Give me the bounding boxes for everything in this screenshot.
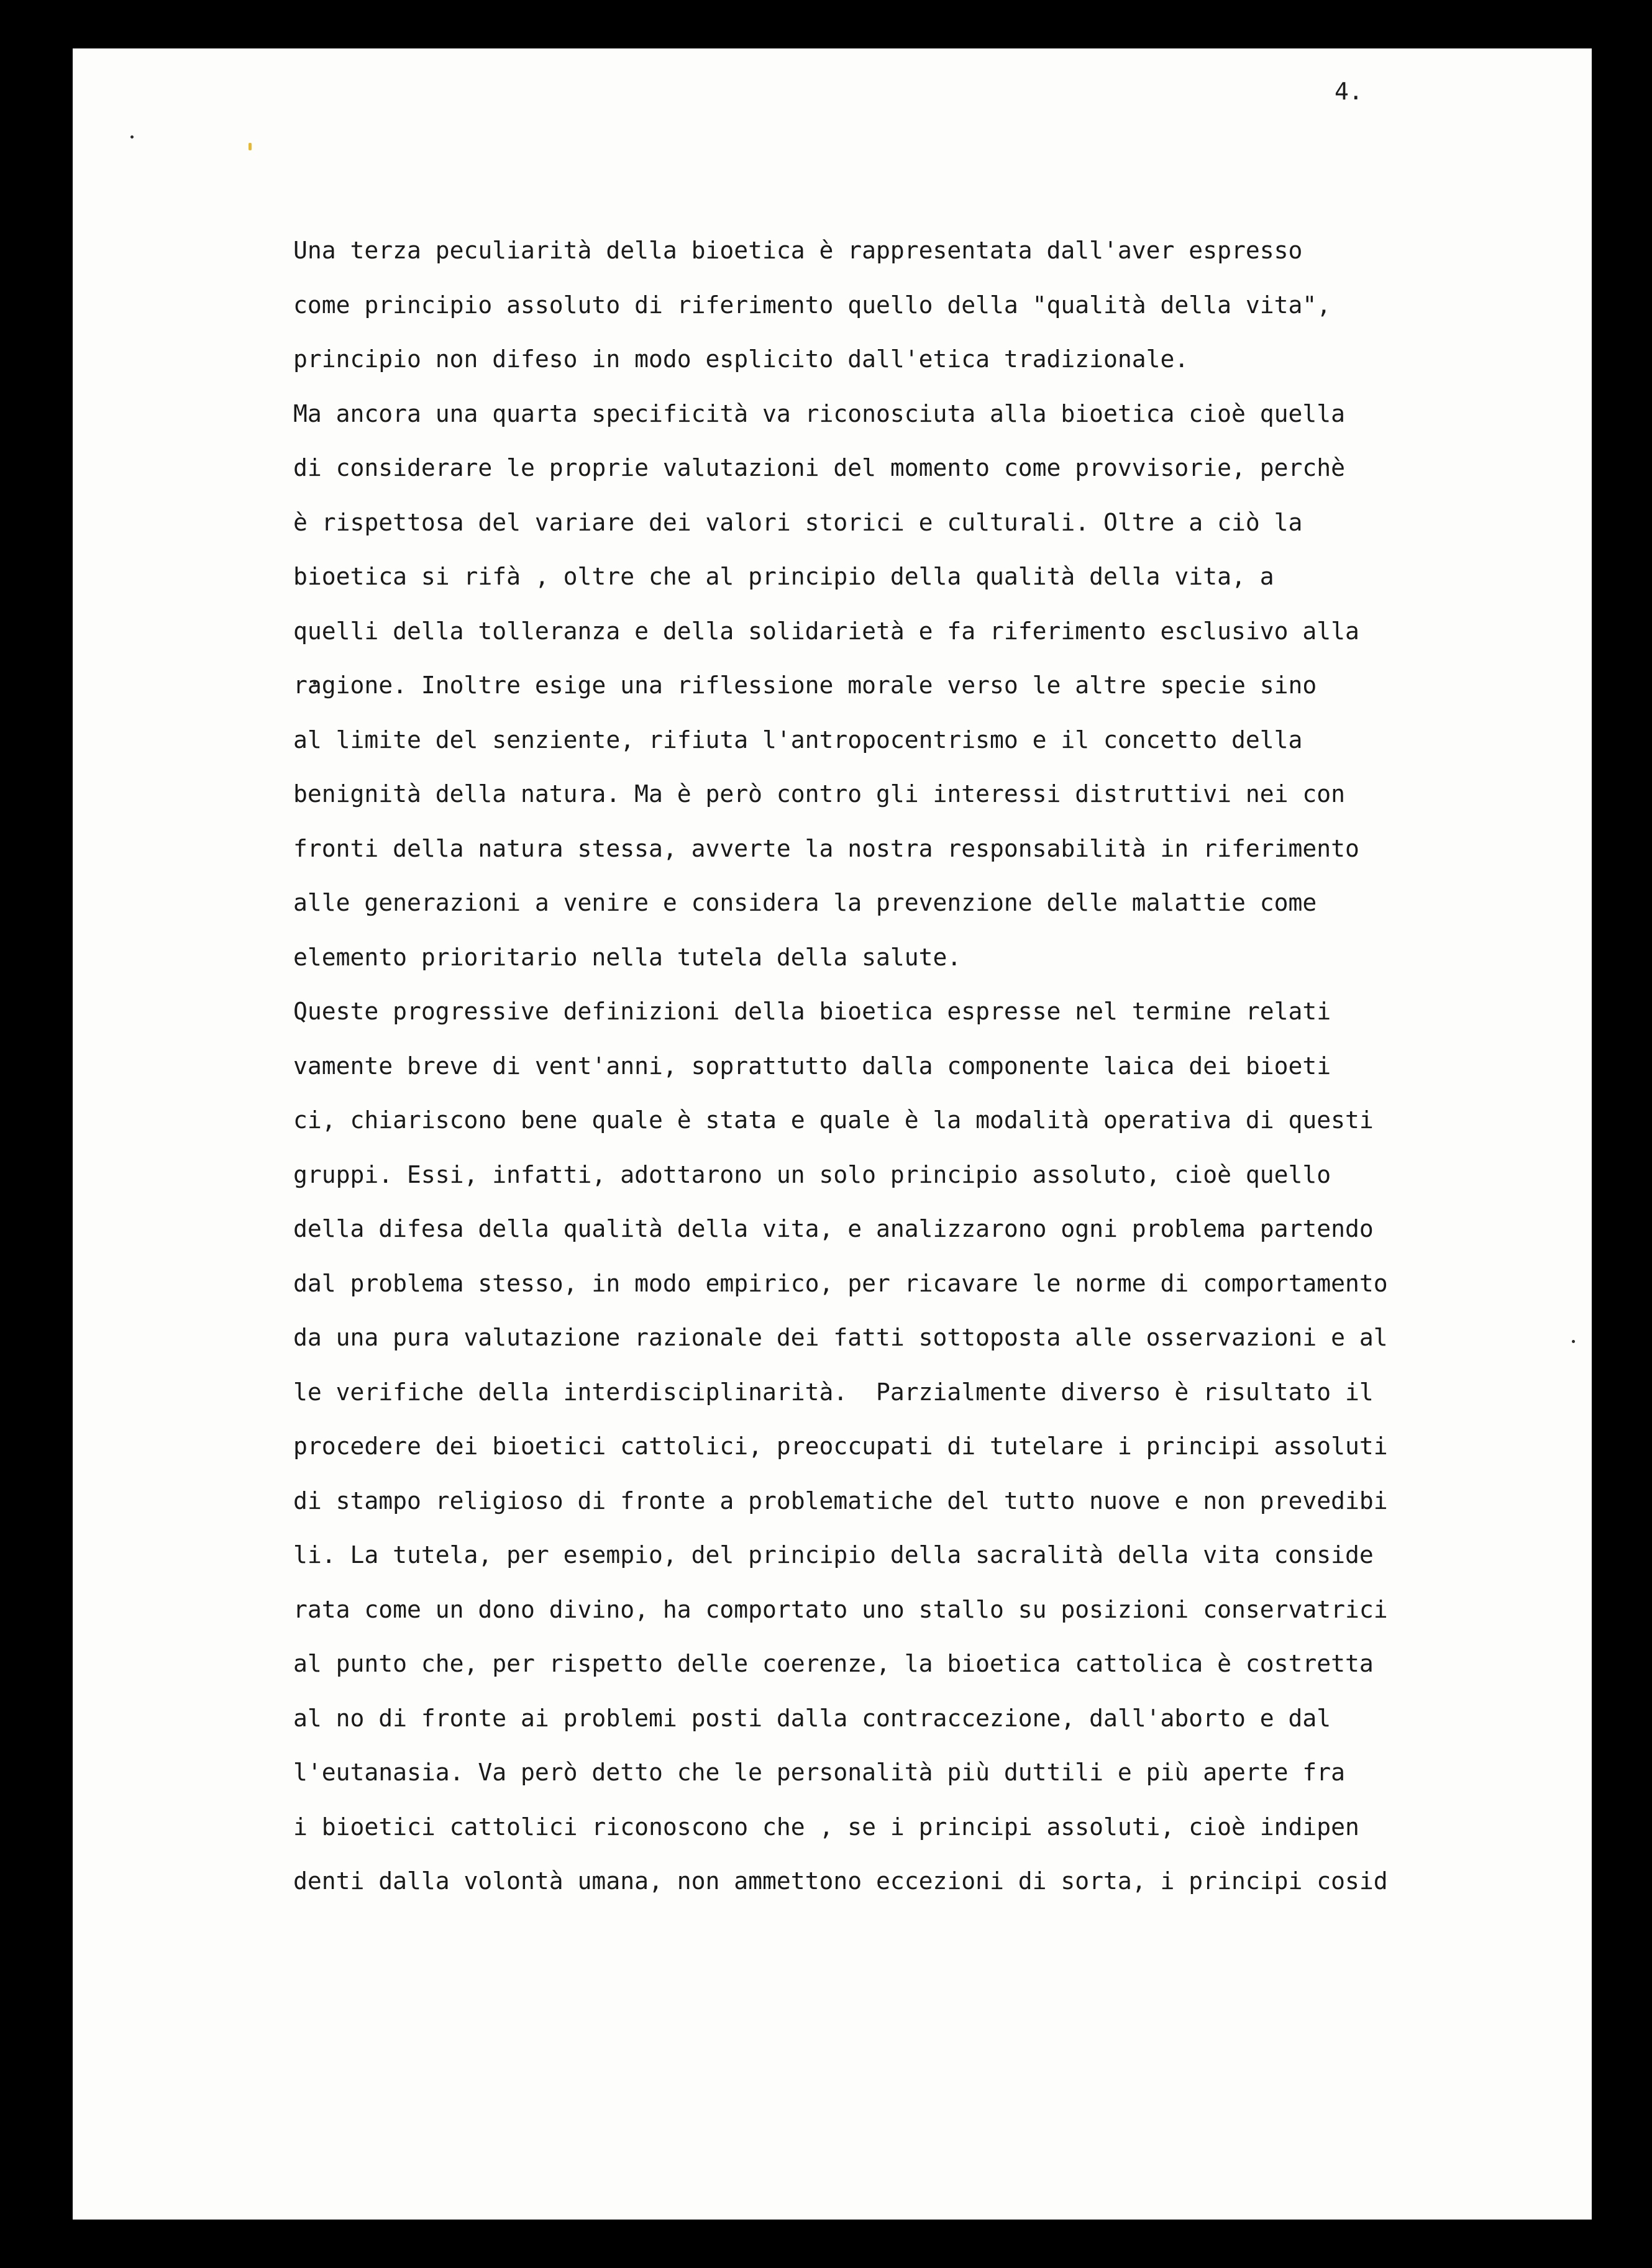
text-line: è rispettosa del variare dei valori storici e culturali. Oltre a ciò la (293, 508, 1303, 536)
text-line: ci, chiariscono bene quale è stata e quale è la modalità operativa di questi (293, 1106, 1374, 1134)
text-line: ragione. Inoltre esige una riflessione morale verso le altre specie sino (293, 672, 1317, 699)
text-line: le verifiche della interdisciplinarità. Parzialmente diverso è risultato il (293, 1378, 1374, 1406)
text-line: Ma ancora una quarta specificità va riconosciuta alla bioetica cioè quella (293, 399, 1345, 427)
text-line: i bioetici cattolici riconoscono che , se i principi assoluti, cioè indipen (293, 1813, 1359, 1841)
text-line: della difesa della qualità della vita, e analizzarono ogni problema partendo (293, 1215, 1374, 1242)
text-line: procedere dei bioetici cattolici, preoccupati di tutelare i principi assoluti (293, 1432, 1388, 1460)
text-line: al limite del senziente, rifiuta l'antropocentrismo e il concetto della (293, 726, 1303, 754)
text-line: principio non difeso in modo esplicito dall'etica tradizionale. (293, 345, 1189, 373)
text-line: l'eutanasia. Va però detto che le personalità più duttili e più aperte fra (293, 1759, 1345, 1786)
text-line: di stampo religioso di fronte a problematiche del tutto nuove e non prevedibi (293, 1487, 1388, 1514)
text-line: fronti della natura stessa, avverte la nostra responsabilità in riferimento (293, 834, 1359, 862)
text-line: elemento prioritario nella tutela della salute. (293, 943, 962, 971)
text-line: bioetica si rifà , oltre che al principio della qualità della vita, a (293, 563, 1274, 590)
text-line: come principio assoluto di riferimento quello della "qualità della vita", (293, 291, 1331, 319)
text-line: denti dalla volontà umana, non ammettono eccezioni di sorta, i principi cosid (293, 1867, 1388, 1895)
scan-speck (1572, 1340, 1575, 1343)
text-line: li. La tutela, per esempio, del principio della sacralità della vita conside (293, 1541, 1374, 1569)
text-line: dal problema stesso, in modo empirico, per ricavare le norme di comportamento (293, 1269, 1388, 1297)
text-line: Queste progressive definizioni della bioetica espresse nel termine relati (293, 998, 1331, 1025)
scan-speck (249, 143, 252, 150)
page-number: 4. (1335, 78, 1363, 105)
text-line: di considerare le proprie valutazioni del momento come provvisorie, perchè (293, 454, 1345, 481)
text-line: rata come un dono divino, ha comportato uno stallo su posizioni conservatrici (293, 1595, 1388, 1623)
text-line: benignità della natura. Ma è però contro gli interessi distruttivi nei con (293, 780, 1345, 808)
scan-speck (130, 135, 134, 139)
text-line: alle generazioni a venire e considera la prevenzione delle malattie come (293, 889, 1317, 916)
text-line: Una terza peculiarità della bioetica è rappresentata dall'aver espresso (293, 237, 1303, 264)
text-line: quelli della tolleranza e della solidarietà e fa riferimento esclusivo alla (293, 617, 1359, 645)
body-text (293, 224, 1542, 1909)
text-line: al no di fronte ai problemi posti dalla contraccezione, dall'aborto e dal (293, 1704, 1331, 1732)
text-line: gruppi. Essi, infatti, adottarono un solo principio assoluto, cioè quello (293, 1160, 1331, 1188)
text-line: da una pura valutazione razionale dei fatti sottoposta alle osservazioni e al (293, 1324, 1388, 1351)
text-line: al punto che, per rispetto delle coerenze, la bioetica cattolica è costretta (293, 1650, 1374, 1677)
text-line: vamente breve di vent'anni, soprattutto dalla componente laica dei bioeti (293, 1052, 1331, 1080)
